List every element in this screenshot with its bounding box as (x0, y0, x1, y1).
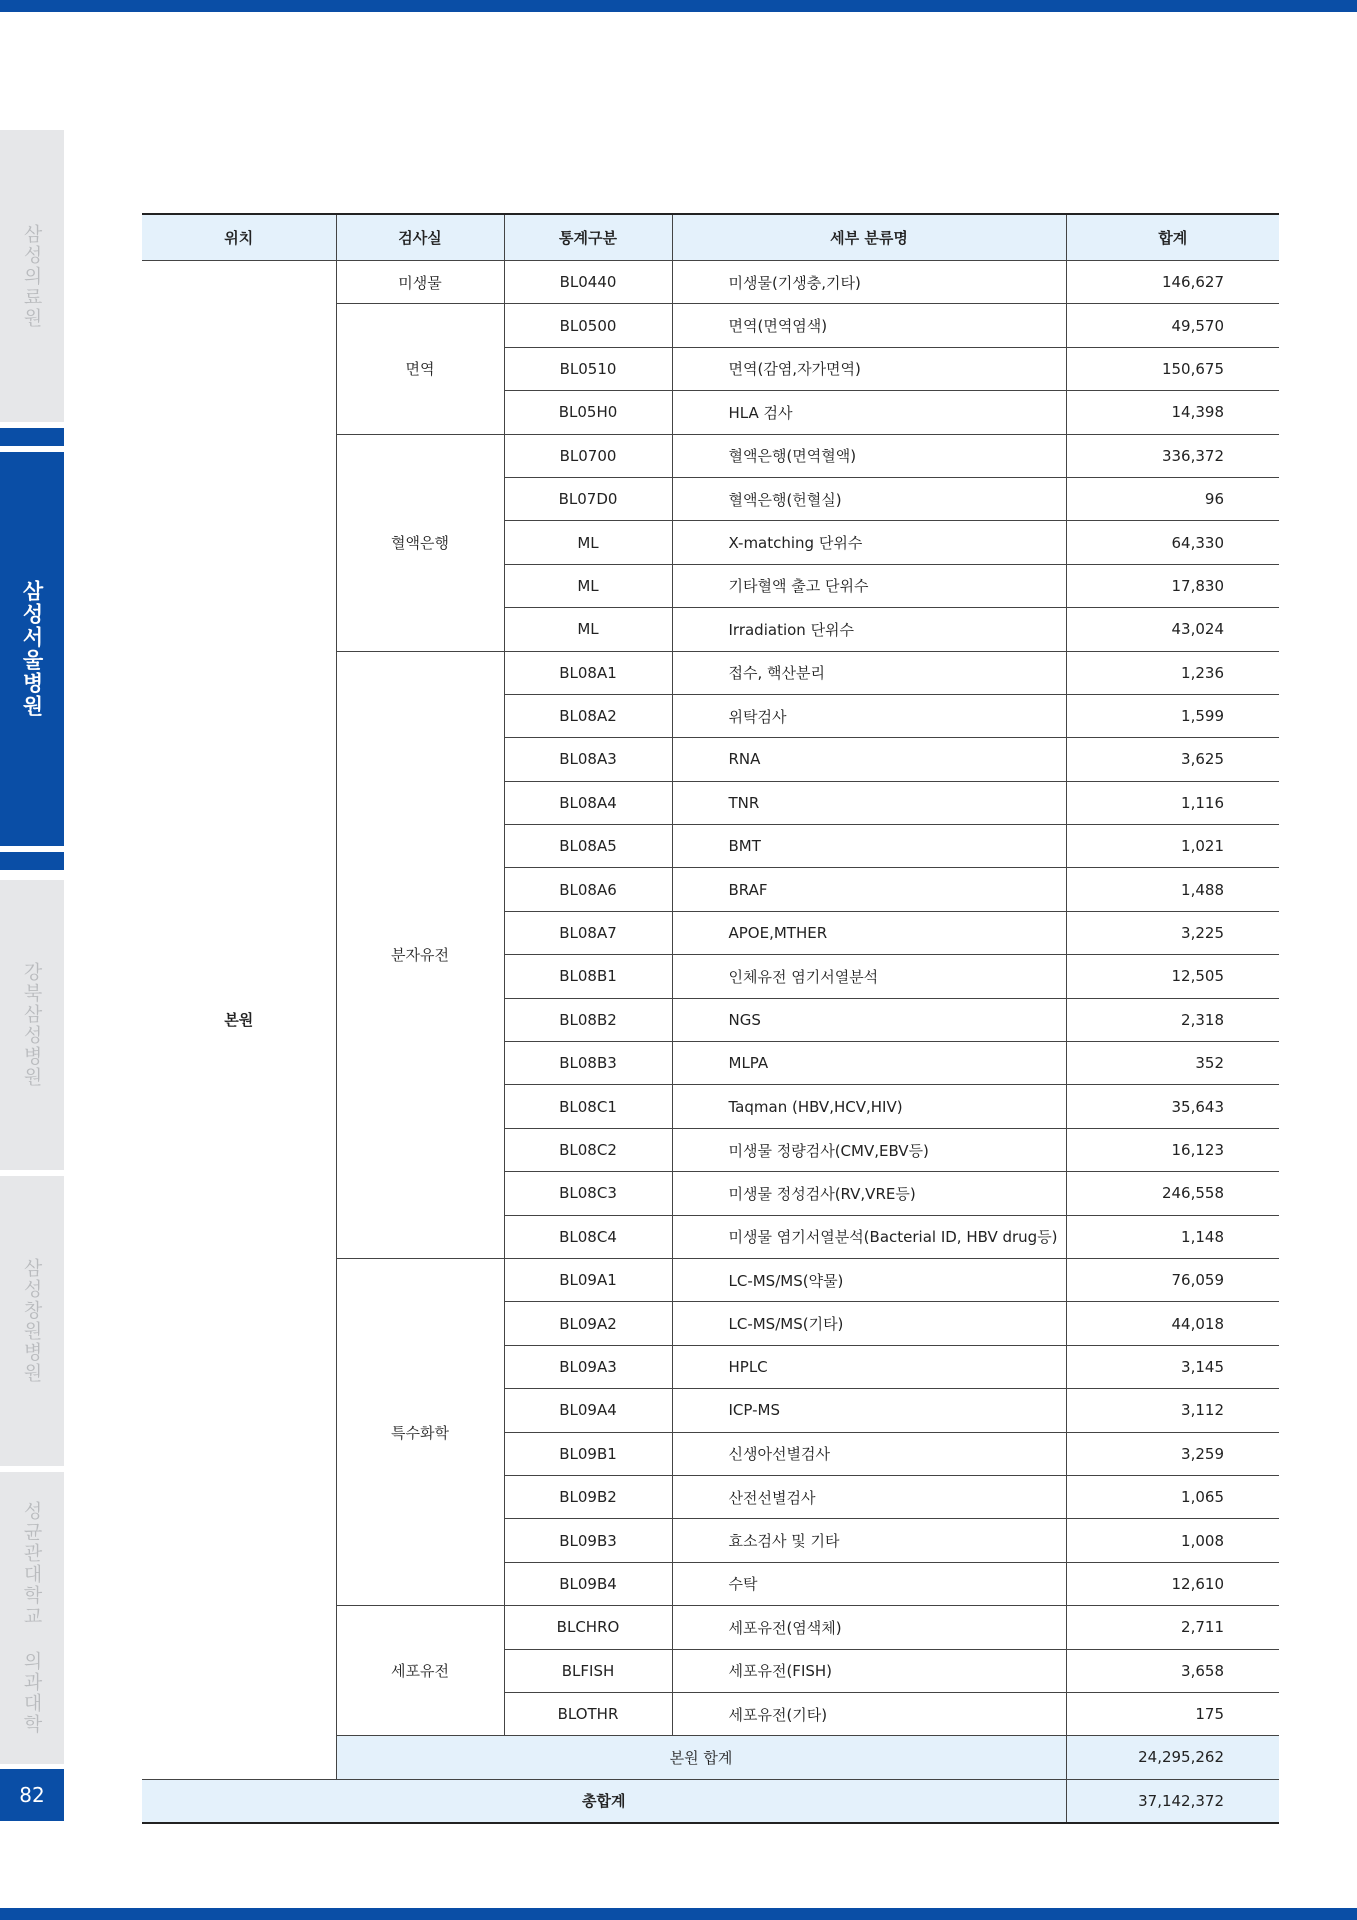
sidebar-tab-samsung-changwon-hospital[interactable] (0, 1176, 64, 1466)
total-cell: 246,558 (1066, 1172, 1279, 1215)
header-detail-name: 세부 분류명 (672, 214, 1066, 261)
subtotal-label: 본원 합계 (336, 1736, 1066, 1779)
total-cell: 17,830 (1066, 564, 1279, 607)
total-cell: 1,236 (1066, 651, 1279, 694)
total-cell: 3,112 (1066, 1389, 1279, 1432)
lab-cell: 분자유전 (336, 651, 504, 1258)
total-cell: 3,145 (1066, 1345, 1279, 1388)
location-cell: 본원 (142, 261, 336, 1780)
lab-cell: 특수화학 (336, 1258, 504, 1605)
stat-code-cell: BL09B1 (504, 1432, 672, 1475)
page-number: 82 (0, 1769, 64, 1821)
total-cell: 35,643 (1066, 1085, 1279, 1128)
total-cell: 16,123 (1066, 1128, 1279, 1171)
stat-code-cell: ML (504, 564, 672, 607)
detail-name-cell: HLA 검사 (672, 391, 1066, 434)
detail-name-cell: 면역(면역염색) (672, 304, 1066, 347)
detail-name-cell: 인체유전 염기서열분석 (672, 955, 1066, 998)
detail-name-cell: 효소검사 및 기타 (672, 1519, 1066, 1562)
stat-code-cell: BL05H0 (504, 391, 672, 434)
detail-name-cell: 면역(감염,자가면역) (672, 347, 1066, 390)
total-cell: 3,259 (1066, 1432, 1279, 1475)
total-cell: 150,675 (1066, 347, 1279, 390)
sidebar-tab-label: 삼성의료원 (20, 223, 43, 329)
grand-total-label: 총합계 (142, 1779, 1066, 1822)
total-cell: 43,024 (1066, 608, 1279, 651)
detail-name-cell: 미생물 정량검사(CMV,EBV등) (672, 1128, 1066, 1171)
detail-name-cell: ICP-MS (672, 1389, 1066, 1432)
total-cell: 3,658 (1066, 1649, 1279, 1692)
grand-total-row (142, 1779, 1279, 1822)
total-cell: 76,059 (1066, 1258, 1279, 1301)
stat-code-cell: BL08C2 (504, 1128, 672, 1171)
stat-code-cell: BL08A3 (504, 738, 672, 781)
sidebar-tab-label: 삼성서울병원 (20, 580, 44, 718)
stat-code-cell: BL07D0 (504, 477, 672, 520)
stat-code-cell: BL08A2 (504, 694, 672, 737)
header-lab: 검사실 (336, 214, 504, 261)
stat-code-cell: BL08B3 (504, 1042, 672, 1085)
bottom-accent-bar (0, 1908, 1357, 1920)
sidebar-tab-skku-medicine[interactable] (0, 1472, 64, 1764)
stat-code-cell: BL08C1 (504, 1085, 672, 1128)
detail-name-cell: 미생물(기생충,기타) (672, 261, 1066, 304)
stat-code-cell: BL09A2 (504, 1302, 672, 1345)
detail-name-cell: 접수, 핵산분리 (672, 651, 1066, 694)
detail-name-cell: APOE,MTHER (672, 911, 1066, 954)
stat-code-cell: BL09B3 (504, 1519, 672, 1562)
detail-name-cell: 신생아선별검사 (672, 1432, 1066, 1475)
sidebar-divider (0, 852, 64, 870)
detail-name-cell: TNR (672, 781, 1066, 824)
sidebar-tab-label: 성균관대학교 의과대학 (20, 1501, 43, 1735)
sidebar-tab-label: 삼성창원병원 (20, 1258, 43, 1384)
sidebar-tab-label: 강북삼성병원 (20, 962, 43, 1088)
stat-code-cell: ML (504, 521, 672, 564)
stat-code-cell: BL08A6 (504, 868, 672, 911)
total-cell: 336,372 (1066, 434, 1279, 477)
detail-name-cell: X-matching 단위수 (672, 521, 1066, 564)
stat-code-cell: BLOTHR (504, 1692, 672, 1735)
statistics-table (142, 213, 1279, 1824)
stat-code-cell: BLFISH (504, 1649, 672, 1692)
stat-code-cell: BL09A3 (504, 1345, 672, 1388)
stat-code-cell: ML (504, 608, 672, 651)
stat-code-cell: BL09B4 (504, 1562, 672, 1605)
total-cell: 12,610 (1066, 1562, 1279, 1605)
detail-name-cell: 혈액은행(면역혈액) (672, 434, 1066, 477)
total-cell: 2,711 (1066, 1606, 1279, 1649)
total-cell: 146,627 (1066, 261, 1279, 304)
detail-name-cell: 미생물 정성검사(RV,VRE등) (672, 1172, 1066, 1215)
detail-name-cell: HPLC (672, 1345, 1066, 1388)
lab-cell: 미생물 (336, 261, 504, 304)
stat-code-cell: BL0440 (504, 261, 672, 304)
total-cell: 1,148 (1066, 1215, 1279, 1258)
total-cell: 1,488 (1066, 868, 1279, 911)
stat-code-cell: BL09B2 (504, 1475, 672, 1518)
total-cell: 1,116 (1066, 781, 1279, 824)
table-row (142, 261, 1279, 304)
total-cell: 1,065 (1066, 1475, 1279, 1518)
stat-code-cell: BL08C4 (504, 1215, 672, 1258)
total-cell: 1,008 (1066, 1519, 1279, 1562)
detail-name-cell: 산전선별검사 (672, 1475, 1066, 1518)
detail-name-cell: 위탁검사 (672, 694, 1066, 737)
stat-code-cell: BL09A4 (504, 1389, 672, 1432)
total-cell: 352 (1066, 1042, 1279, 1085)
lab-cell: 세포유전 (336, 1606, 504, 1736)
stat-code-cell: BL08A1 (504, 651, 672, 694)
stat-code-cell: BL08A4 (504, 781, 672, 824)
total-cell: 3,625 (1066, 738, 1279, 781)
detail-name-cell: Irradiation 단위수 (672, 608, 1066, 651)
total-cell: 2,318 (1066, 998, 1279, 1041)
stat-code-cell: BL08A7 (504, 911, 672, 954)
detail-name-cell: NGS (672, 998, 1066, 1041)
detail-name-cell: BMT (672, 825, 1066, 868)
total-cell: 64,330 (1066, 521, 1279, 564)
stat-code-cell: BL0700 (504, 434, 672, 477)
detail-name-cell: LC-MS/MS(기타) (672, 1302, 1066, 1345)
grand-total-value: 37,142,372 (1066, 1779, 1279, 1822)
total-cell: 14,398 (1066, 391, 1279, 434)
stat-code-cell: BL08C3 (504, 1172, 672, 1215)
stat-code-cell: BL08A5 (504, 825, 672, 868)
sidebar-tab-samsung-medical-center[interactable] (0, 130, 64, 422)
sidebar-tab-samsung-seoul-hospital[interactable] (0, 452, 64, 846)
detail-name-cell: 세포유전(염색체) (672, 1606, 1066, 1649)
detail-name-cell: 혈액은행(헌혈실) (672, 477, 1066, 520)
sidebar-divider (0, 428, 64, 446)
total-cell: 49,570 (1066, 304, 1279, 347)
detail-name-cell: MLPA (672, 1042, 1066, 1085)
detail-name-cell: 세포유전(FISH) (672, 1649, 1066, 1692)
table-header-row (142, 214, 1279, 261)
total-cell: 175 (1066, 1692, 1279, 1735)
sidebar-tab-kangbuk-samsung-hospital[interactable] (0, 880, 64, 1170)
stat-code-cell: BL09A1 (504, 1258, 672, 1301)
total-cell: 96 (1066, 477, 1279, 520)
stat-code-cell: BL08B1 (504, 955, 672, 998)
stat-code-cell: BLCHRO (504, 1606, 672, 1649)
detail-name-cell: LC-MS/MS(약물) (672, 1258, 1066, 1301)
total-cell: 1,599 (1066, 694, 1279, 737)
stat-code-cell: BL0510 (504, 347, 672, 390)
total-cell: 1,021 (1066, 825, 1279, 868)
stat-code-cell: BL0500 (504, 304, 672, 347)
total-cell: 44,018 (1066, 1302, 1279, 1345)
detail-name-cell: 기타혈액 출고 단위수 (672, 564, 1066, 607)
stat-code-cell: BL08B2 (504, 998, 672, 1041)
detail-name-cell: BRAF (672, 868, 1066, 911)
header-location: 위치 (142, 214, 336, 261)
lab-cell: 혈액은행 (336, 434, 504, 651)
detail-name-cell: 미생물 염기서열분석(Bacterial ID, HBV drug등) (672, 1215, 1066, 1258)
total-cell: 12,505 (1066, 955, 1279, 998)
detail-name-cell: Taqman (HBV,HCV,HIV) (672, 1085, 1066, 1128)
header-total: 합계 (1066, 214, 1279, 261)
total-cell: 3,225 (1066, 911, 1279, 954)
detail-name-cell: 세포유전(기타) (672, 1692, 1066, 1735)
detail-name-cell: 수탁 (672, 1562, 1066, 1605)
detail-name-cell: RNA (672, 738, 1066, 781)
lab-cell: 면역 (336, 304, 504, 434)
table-body (142, 261, 1279, 1823)
header-stat-code: 통계구분 (504, 214, 672, 261)
top-accent-bar (0, 0, 1357, 12)
subtotal-value: 24,295,262 (1066, 1736, 1279, 1779)
